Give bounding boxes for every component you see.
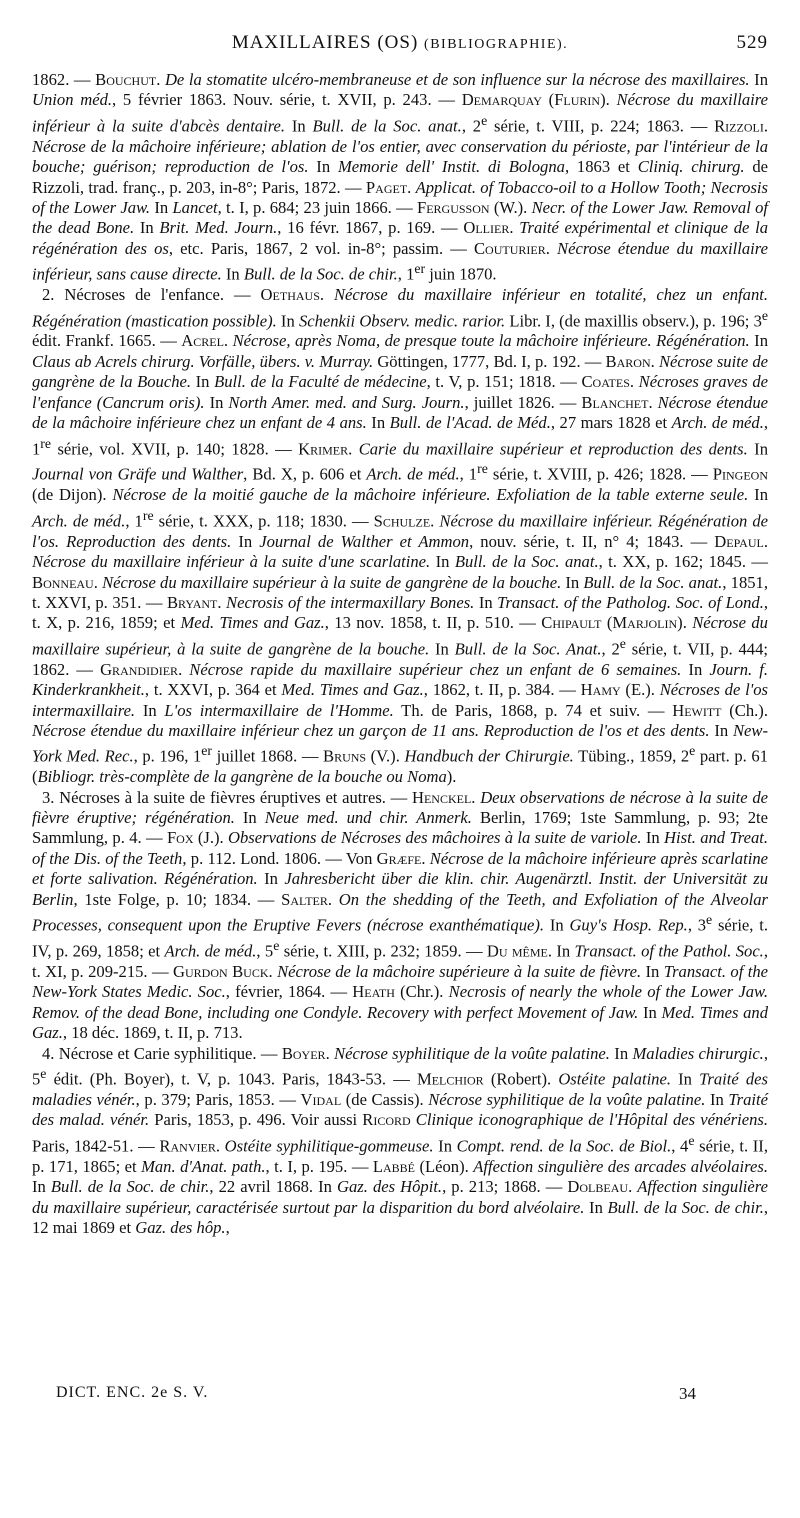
running-title-sub: (BIBLIOGRAPHIE). — [424, 37, 569, 52]
signature-mark: DICT. ENC. 2e S. V. — [56, 1384, 209, 1401]
bibliography-paragraph-2: 2. Nécroses de l'enfance. — Oethaus. Nécrose du maxillaire inférieur en totalité, chez un enfant. Régénération (mastication possible). In Schenkii Observ. medic. rarior. Libr. I, (de maxillis observ.), p. 196; 3e édit. Frankf. 1665. — Acrel. Nécrose, après Noma, de presque toute la mâchoire inférieure. Régénération. In Claus ab Acrels chirurg. Vorfälle, übers. v. Murray. Göttingen, 1777, Bd. I, p. 192. — Baron. Nécrose suite de gangrène de la Bouche. In Bull. de la Faculté de médecine, t. V, p. 151; 1818. — Coates. Nécroses graves de l'enfance (Cancrum oris). In North Amer. med. and Surg. Journ., juillet 1826. — Blanchet. Nécrose étendue de la mâchoire inférieure chez un enfant de 4 ans. In Bull. de l'Acad. de Méd., 27 mars 1828 et Arch. de méd., 1re série, vol. XVII, p. 140; 1828. — Krimer. Carie du maxillaire supérieur et reproduction des dents. In Journal von Gräfe und Walther, Bd. X, p. 606 et Arch. de méd., 1re série, t. XVIII, p. 426; 1828. — Pingeon (de Dijon). Nécrose de la moitié gauche de la mâchoire inférieure. Exfoliation de la table externe seule. In Arch. de méd., 1re série, t. XXX, p. 118; 1830. — Schulze. Nécrose du maxillaire inférieur. Régénération de l'os. Reproduction des dents. In Journal de Walther et Ammon, nouv. série, t. II, n° 4; 1843. — Depaul. Nécrose du maxillaire inférieur à la suite d'une scarlatine. In Bull. de la Soc. anat., t. XX, p. 162; 1845. — Bonneau. Nécrose du maxillaire supérieur à la suite de gangrène de la bouche. In Bull. de la Soc. anat., 1851, t. XXVI, p. 351. — Bryant. Necrosis of the intermaxillary Bones. In Transact. of the Patholog. Soc. of Lond., t. X, p. 216, 1859; et Med. Times and Gaz., 13 nov. 1858, t. II, p. 510. — Chipault (Marjolin). Nécrose du maxillaire supérieur, à la suite de gangrène de la bouche. In Bull. de la Soc. Anat., 2e série, t. VII, p. 444; 1862. — Grandidier. Nécrose rapide du maxillaire supérieur chez un enfant de 6 semaines. In Journ. f. Kinderkrankheit., t. XXVI, p. 364 et Med. Times and Gaz., 1862, t. II, p. 384. — Hamy (E.). Nécroses de l'os intermaxillaire. In L'os intermaxillaire de l'Homme. Th. de Paris, 1868, p. 74 et suiv. — Hewitt (Ch.). Nécrose étendue du maxillaire inférieur chez un garçon de 11 ans. Reproduction de l'os et des dents. In New-York Med. Rec., p. 196, 1er juillet 1868. — Bruns (V.). Handbuch der Chirurgie. Tübing., 1859, 2e part. p. 61 (Bibliogr. très-complète de la gangrène de la bouche ou Noma). — [32, 285, 769, 787]
page-number: 529 — [736, 32, 768, 53]
page — [32, 28, 768, 1238]
running-title — [32, 32, 768, 54]
bibliography-body — [32, 70, 768, 1238]
page-footer — [56, 1384, 696, 1402]
running-title-main: MAXILLAIRES (OS) — [231, 32, 419, 53]
bibliography-paragraph-3: 3. Nécroses à la suite de fièvres éruptives et autres. — Henckel. Deux observations de nécrose à la suite de fièvre éruptive; régénération. In Neue med. und chir. Anmerk. Berlin, 1769; 1ste Sammlung, p. 93; 2te Sammlung, p. 4. — Fox (J.). Observations de Nécroses des mâchoires à la suite de variole. In Hist. and Treat. of the Dis. of the Teeth, p. 112. Lond. 1806. — Von Græfe. Nécrose de la mâchoire inférieure après scarlatine et forte salivation. Régénération. In Jahresbericht über die klin. chir. Augenärztl. Instit. der Universität zu Berlin, 1ste Folge, p. 10; 1834. — Salter. On the shedding of the Teeth, and Exfoliation of the Alveolar Processes, consequent upon the Eruptive Fevers (nécrose exanthématique). In Guy's Hosp. Rep., 3e série, t. IV, p. 269, 1858; et Arch. de méd., 5e série, t. XIII, p. 232; 1859. — Du même. In Transact. of the Pathol. Soc., t. XI, p. 209-215. — Gurdon Buck. Nécrose de la mâchoire supérieure à la suite de fièvre. In Transact. of the New-York States Medic. Soc., février, 1864. — Heath (Chr.). Necrosis of nearly the whole of the Lower Jaw. Remov. of the dead Bone, including one Condyle. Recovery with perfect Movement of Jaw. In Med. Times and Gaz., 18 déc. 1869, t. II, p. 713. — [32, 787, 769, 1043]
running-head — [32, 28, 768, 58]
bibliography-paragraph-4: 4. Nécrose et Carie syphilitique. — Boyer. Nécrose syphilitique de la voûte palatine. In Maladies chirurgic., 5e édit. (Ph. Boyer), t. V, p. 1043. Paris, 1843-53. — Melchior (Robert). Ostéite palatine. In Traité des maladies vénér., p. 379; Paris, 1853. — Vidal (de Cassis). Nécrose syphilitique de la voûte palatine. In Traité des malad. vénér. Paris, 1853, p. 496. Voir aussi Ricord Clinique iconographique de l'Hôpital des vénériens. Paris, 1842-51. — Ranvier. Ostéite syphilitique-gommeuse. In Compt. rend. de la Soc. de Biol., 4e série, t. II, p. 171, 1865; et Man. d'Anat. path., t. I, p. 195. — Labbé (Léon). Affection singulière des arcades alvéolaires. In Bull. de la Soc. de chir., 22 avril 1868. In Gaz. des Hôpit., p. 213; 1868. — Dolbeau. Affection singulière du maxillaire supérieur, caractérisée surtout par la disparition du bord alvéolaire. In Bull. de la Soc. de chir., 12 mai 1869 et Gaz. des hôp., — [32, 1043, 769, 1237]
sheet-number: 34 — [679, 1384, 696, 1403]
bibliography-paragraph-1: 1862. — Bouchut. De la stomatite ulcéro-membraneuse et de son influence sur la nécrose des maxillaires. In Union méd., 5 février 1863. Nouv. série, t. XVII, p. 243. — Demarquay (Flurin). Nécrose du maxillaire inférieur à la suite d'abcès dentaire. In Bull. de la Soc. anat., 2e série, t. VIII, p. 224; 1863. — Rizzoli. Nécrose de la mâchoire inférieure; ablation de l'os entier, avec conservation du périoste, par l'intérieur de la bouche; guérison; reproduction de l'os. In Memorie dell' Instit. di Bologna, 1863 et Cliniq. chirurg. de Rizzoli, trad. franç., p. 203, in-8°; Paris, 1872. — Paget. Applicat. of Tobacco-oil to a Hollow Tooth; Necrosis of the Lower Jaw. In Lancet, t. I, p. 684; 23 juin 1866. — Fergusson (W.). Necr. of the Lower Jaw. Removal of the dead Bone. In Brit. Med. Journ., 16 févr. 1867, p. 169. — Ollier. Traité expérimental et clinique de la régénération des os, etc. Paris, 1867, 2 vol. in-8°; passim. — Couturier. Nécrose étendue du maxillaire inférieur, sans cause directe. In Bull. de la Soc. de chir., 1er juin 1870. — [32, 70, 769, 284]
